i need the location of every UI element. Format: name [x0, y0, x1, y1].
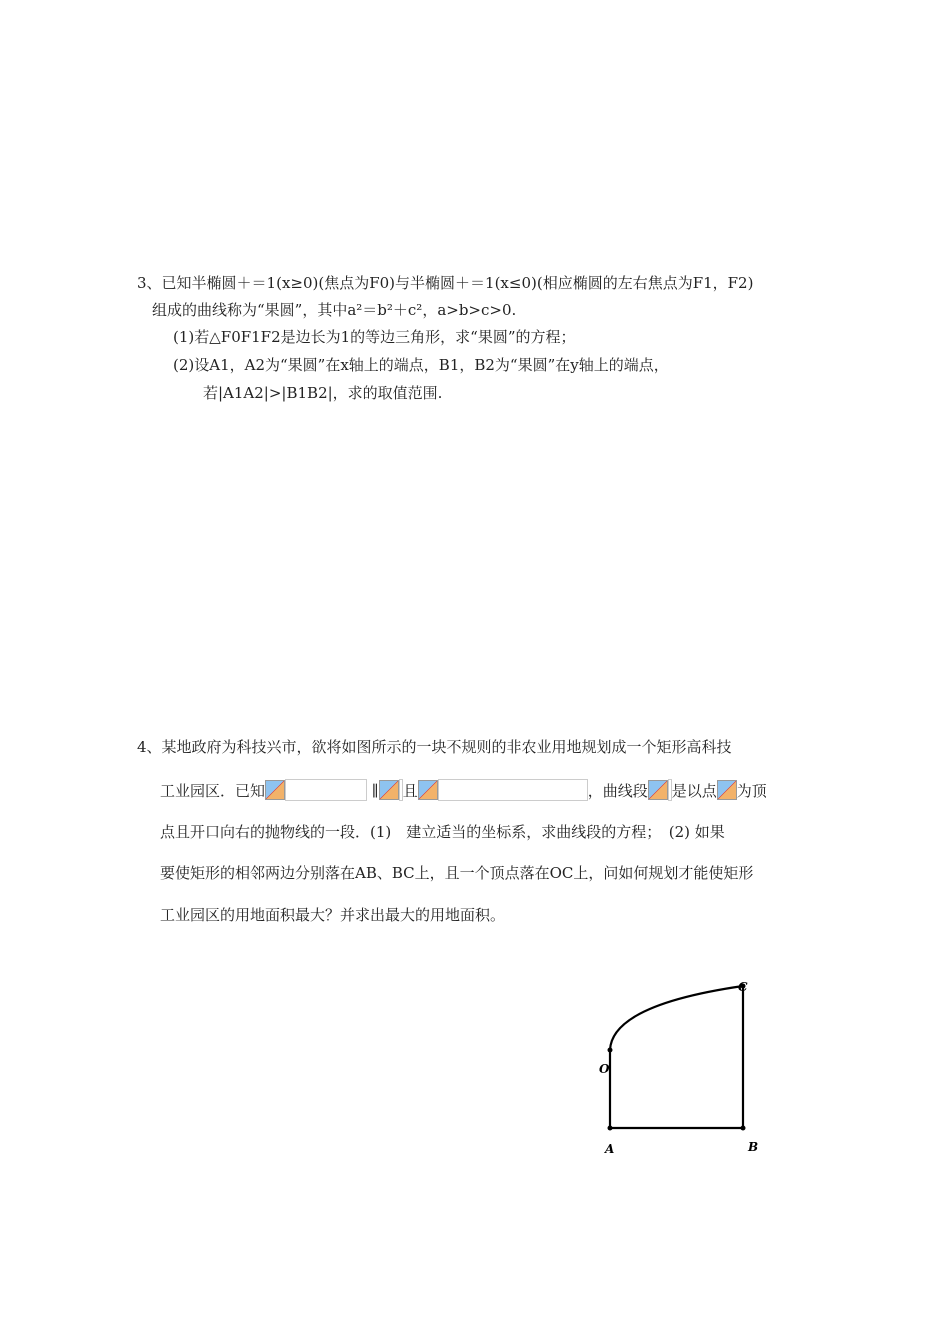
p4-line1: 4、某地政府为科技兴市，欲将如图所示的一块不规则的非农业用地规划成一个矩形高科技: [137, 738, 732, 756]
p3-line5: 若|A1A2|>|B1B2|，求的取值范围.: [203, 384, 443, 402]
label-b: B: [748, 1140, 759, 1154]
broken-image-icon: [265, 780, 285, 800]
p4-line4: 要使矩形的相邻两边分别落在AB、BC上，且一个顶点落在OC上，问如何规划才能使矩形: [160, 864, 754, 882]
point-a: [608, 1126, 613, 1131]
point-o: [608, 1048, 613, 1053]
p4-line2: [160, 779, 767, 801]
label-a: A: [605, 1142, 615, 1156]
p3-line3: (1)若△F0F1F2是边长为1的等边三角形，求“果圆”的方程；: [173, 328, 576, 346]
broken-image-icon: [418, 780, 438, 800]
p4-line2-part5: 是以点: [671, 782, 717, 800]
land-figure: [590, 975, 770, 1165]
broken-image-icon: [648, 780, 668, 800]
p4-line3: 点且开口向右的抛物线的一段．(1) 建立适当的坐标系，求曲线段的方程； (2) 如果: [160, 823, 725, 841]
p3-line1: 3、已知半椭圆＋＝1(x≥0)(焦点为F0)与半椭圆＋＝1(x≤0)(相应椭圆的左右焦点为F1，F2): [137, 274, 754, 292]
label-c: C: [738, 980, 748, 994]
parabola-curve-oc: [610, 986, 743, 1050]
p4-line2-part4: ，曲线段: [587, 782, 648, 800]
formula-placeholder: [438, 779, 588, 801]
broken-image-icon: [717, 780, 737, 800]
label-o: O: [599, 1062, 610, 1076]
p4-line2-part6: 为顶: [736, 782, 767, 800]
p3-line2: 组成的曲线称为“果圆”，其中a²＝b²＋c²，a>b>c>0.: [152, 301, 517, 319]
formula-placeholder: [285, 779, 367, 801]
p4-line2-part3: 且: [402, 782, 418, 800]
p4-line2-part2: ∥: [371, 782, 379, 800]
p4-line5: 工业园区的用地面积最大？并求出最大的用地面积。: [160, 906, 506, 924]
p3-line4: (2)设A1，A2为“果圆”在x轴上的端点，B1，B2为“果圆”在y轴上的端点，: [173, 356, 669, 374]
p4-line2-part1: 工业园区．已知: [160, 782, 266, 800]
point-b: [741, 1126, 746, 1131]
broken-image-icon: [379, 780, 399, 800]
